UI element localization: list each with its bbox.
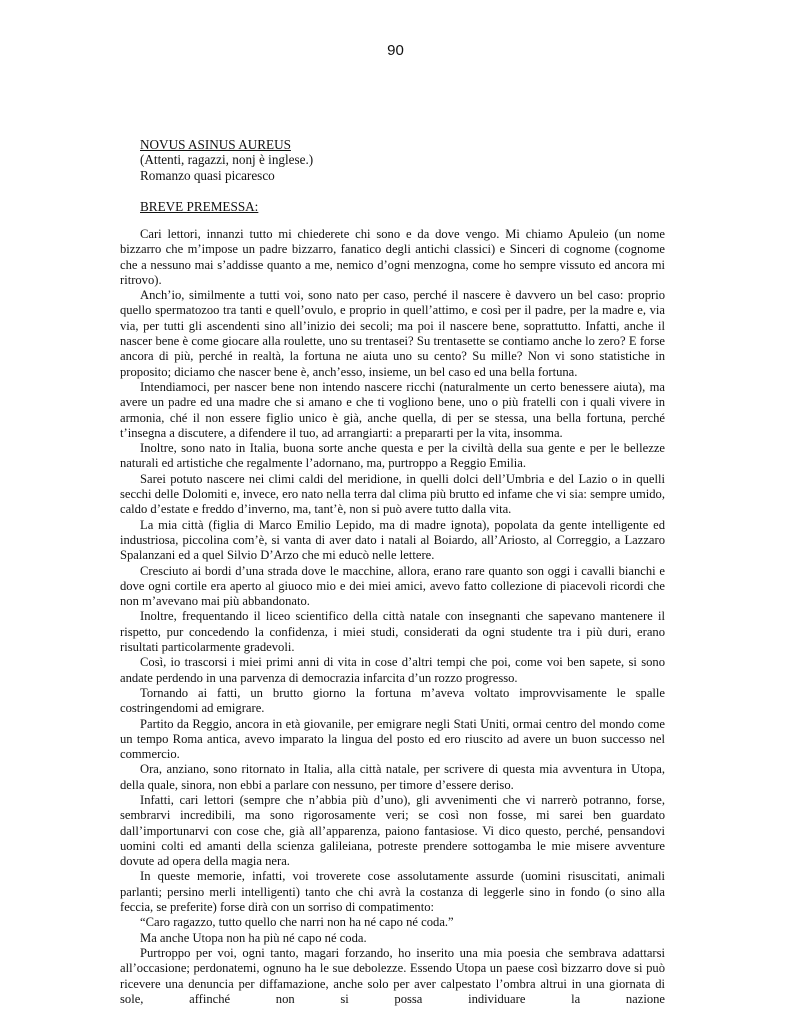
paragraph: Cari lettori, innanzi tutto mi chiederete chi sono e da dove vengo. Mi chiamo Apuleio (un nome bizzarro che m’impose un padre bizzarro, fanatico degli antichi classici) e Sinceri di cognome (cognome che a nessuno mai s’addisse quanto a me, nemico d’ogni menzogna, come ho sempre vissuto ed ancora mi ritrovo). [120, 227, 665, 287]
page-number: 90 [387, 42, 404, 59]
quote-paragraph: “Caro ragazzo, tutto quello che narri non ha né capo né coda.” [140, 915, 454, 930]
paragraph: Infatti, cari lettori (sempre che n’abbia più d’uno), gli avvenimenti che vi narrerò potranno, forse, sembrarvi incredibili, ma sono rigorosamente veri; se così non fosse, mi sarei ben guardato dall’importunarvi con cose che, già all’apparenza, paiono fantasiose. Vi dico questo, perché, pensandovi uomini colti ed amanti della scienza galileiana, potreste prendere sottogamba le mie misere avventure dovute ad opera della magia nera. [120, 792, 665, 869]
body-text [120, 227, 665, 1007]
paragraph: Purtroppo per voi, ogni tanto, magari forzando, ho inserito una mia poesia che sembrava adattarsi all’occasione; perdonatemi, ognuno ha le sue debolezze. Essendo Utopa un paese così bizzarro dove si può ricevere una denuncia per diffamazione, anche solo per aver calpestato l’ombra altrui in una giornata di sole, affinché non si possa individuare la nazione [120, 945, 665, 1006]
paragraph: Ora, anziano, sono ritornato in Italia, alla città natale, per scrivere di questa mia avventura in Utopa, della quale, sinora, non ebbi a parlare con nessuno, per timore d’essere deriso. [120, 762, 665, 792]
paragraph: Sarei potuto nascere nei climi caldi del meridione, in quelli dolci dell’Umbria e del Lazio o in quelli secchi delle Dolomiti e, invece, ero nato nella terra dal clima più brutto ed infame che vi sia: sempre umido, caldo d’estate e freddo d’inverno, ma, tant’è, non si può avere tutto dalla vita. [120, 471, 665, 517]
paragraph: Ma anche Utopa non ha più né capo né coda. [140, 930, 367, 945]
section-title: BREVE PREMESSA: [140, 199, 259, 214]
paragraph: Anch’io, similmente a tutti voi, sono nato per caso, perché il nascere è davvero un bel caso: proprio quello spermatozoo tra tanti e quell’ovulo, e proprio in quell’attimo, e così per il padre, per la madre e, via via, per tutti gli ascendenti sino all’inizio dei secoli; ma poi il nascere bene, soprattutto. Infatti, anche il nascer bene è come giocare alla roulette, uno su trentasei? Su trentasette se contiamo anche lo zero? E forse ancora di più, perché in realtà, la fortuna ne aiuta uno su cento? Su mille? Non vi sono statistiche in proposito; diciamo che nascer bene è, anch’esso, insieme, un bel caso ed una bella fortuna. [120, 288, 665, 379]
title-block [140, 137, 660, 183]
paragraph: Così, io trascorsi i miei primi anni di vita in cose d’altri tempi che poi, come voi ben sapete, si sono andate perdendo in una parvenza di democrazia infarcita d’un rozzo progresso. [120, 655, 665, 685]
paragraph: Partito da Reggio, ancora in età giovanile, per emigrare negli Stati Uniti, ormai centro del mondo come un tempo Roma antica, avevo imparato la lingua del posto ed ero riuscito ad avere un buon successo nel commercio. [120, 716, 665, 762]
paragraph: Intendiamoci, per nascer bene non intendo nascere ricchi (naturalmente un certo benessere aiuta), ma avere un padre ed una madre che si amano e che ti vogliono bene, uno o più fratelli con i quali vivere in armonia, ché il non essere figlio unico è già, anche quella, di per se stessa, una bella fortuna, perché t’insegna a discutere, a difendere il tuo, ad arrangiarti: a prepararti per la vita, insomma. [120, 379, 665, 440]
book-title: NOVUS ASINUS AUREUS [140, 137, 291, 152]
paragraph: Tornando ai fatti, un brutto giorno la fortuna m’aveva voltato improvvisamente le spalle costringendomi ad emigrare. [120, 685, 665, 716]
paragraph: La mia città (figlia di Marco Emilio Lepido, ma di madre ignota), popolata da gente intelligente ed industriosa, piccolina com’è, si vanta di aver dato i natali al Boiardo, all’Ariosto, al Correggio, a Lazzaro Spalanzani ed a quel Silvio D’Arzo che mi educò nelle lettere. [120, 517, 665, 563]
book-genre: Romanzo quasi picaresco [140, 167, 275, 183]
book-subtitle: (Attenti, ragazzi, nonj è inglese.) [140, 152, 314, 168]
paragraph: Inoltre, sono nato in Italia, buona sorte anche questa e per la civiltà della sua gente e per le bellezze naturali ed artistiche che regalmente l’adornano, ma, purtroppo a Reggio Emilia. [120, 441, 665, 471]
paragraph: In queste memorie, infatti, voi troverete cose assolutamente assurde (uomini risuscitati, animali parlanti; persino merli intelligenti) tanto che chi avrà la costanza di leggerle sino in fondo (o sino alla feccia, se preferite) forse dirà con un sorriso di compatimento: [120, 869, 665, 915]
paragraph: Cresciuto ai bordi d’una strada dove le macchine, allora, erano rare quanto son oggi i cavalli bianchi e dove ogni cortile era aperto al giuoco mio e dei miei amici, avevo fatto collezione di piacevoli ricordi che non m’avevano mai più abbandonato. [120, 563, 665, 609]
paragraph: Inoltre, frequentando il liceo scientifico della città natale con insegnanti che sapevano mantenere il rispetto, pur concedendo la confidenza, i miei studi, considerati da ogni studente tra i più duri, erano risultati particolarmente gradevoli. [120, 609, 665, 655]
